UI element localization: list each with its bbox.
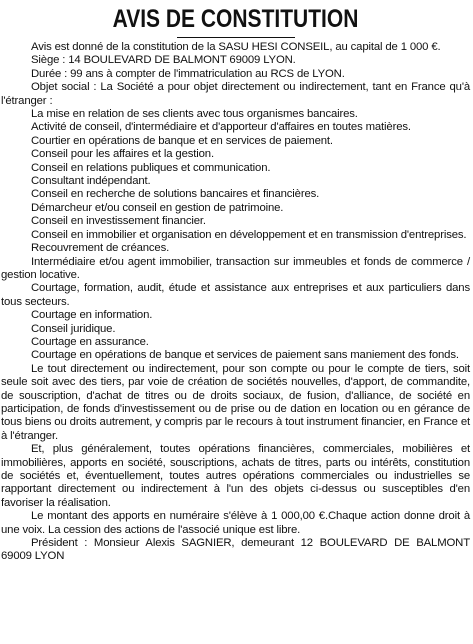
notice-paragraph: Et, plus généralement, toutes opérations financières, commerciales, mobilières et immobilières, apports en société, souscriptions, achats de titres, parts ou intérêts, constitution de sociétés et, éventuellement, toutes autres opérations commerciales ou industrielles se rapportant directement ou indirectement à l'un des objets ci-dessus ou susceptibles d'en favoriser la réalisation. <box>1 443 470 509</box>
notice-paragraph: Courtage en assurance. <box>31 335 149 348</box>
notice-paragraph: Siège : 14 BOULEVARD DE BALMONT 69009 LYON. <box>31 54 296 67</box>
notice-paragraph: Conseil en immobilier et organisation en développement et en transmission d'entreprises. <box>31 228 467 241</box>
notice-paragraph: Durée : 99 ans à compter de l'immatriculation au RCS de LYON. <box>31 67 345 80</box>
notice-paragraph: Conseil juridique. <box>31 322 116 335</box>
notice-paragraph: Démarcheur et/ou conseil en gestion de patrimoine. <box>31 201 284 214</box>
notice-paragraph: Conseil en investissement financier. <box>31 215 206 228</box>
title-underline <box>177 37 295 38</box>
notice-title: AVIS DE CONSTITUTION <box>112 5 359 33</box>
notice-paragraph: Conseil pour les affaires et la gestion. <box>31 148 214 161</box>
notice-paragraph: Courtage, formation, audit, étude et assistance aux entreprises et aux particuliers dans tous secteurs. <box>1 282 470 308</box>
notice-paragraph: Le tout directement ou indirectement, pour son compte ou pour le compte de tiers, soit seule soit avec des tiers, par voie de création de sociétés nouvelles, d'apport, de commandite, de souscription, d'achat de titres ou de droits sociaux, de fusion, d'alliance, de société en participation, de fonds d'investissement ou de prise ou de dation en location ou en gérance de tous biens ou droits autrement, y compris par le recours à tout instrument financier, en France et à l'étranger. <box>1 362 470 442</box>
notice-paragraph: Courtage en opérations de banque et services de paiement sans maniement des fonds. <box>31 349 459 362</box>
notice-paragraph: Intermédiaire et/ou agent immobilier, transaction sur immeubles et fonds de commerce / gestion locative. <box>1 255 470 281</box>
notice-paragraph: Avis est donné de la constitution de la SASU HESI CONSEIL, au capital de 1 000 €. <box>31 41 441 53</box>
notice-paragraph: Courtage en information. <box>31 309 153 322</box>
notice-paragraph: Activité de conseil, d'intermédiaire et d'apporteur d'affaires en toutes matières. <box>31 121 411 134</box>
notice-paragraph: Conseil en relations publiques et communication. <box>31 161 271 174</box>
notice-paragraph: Président : Monsieur Alexis SAGNIER, demeurant 12 BOULEVARD DE BALMONT 69009 LYON <box>1 537 470 563</box>
notice-paragraph: Conseil en recherche de solutions bancaires et financières. <box>31 188 320 201</box>
notice-paragraph: La mise en relation de ses clients avec tous organismes bancaires. <box>31 108 358 121</box>
notice-paragraph: Objet social : La Société a pour objet directement ou indirectement, tant en France qu'à l'étranger : <box>1 81 470 107</box>
notice-body <box>1 41 470 564</box>
notice-paragraph: Le montant des apports en numéraire s'élève à 1 000,00 €.Chaque action donne droit à une voix. La cession des actions de l'associé unique est libre. <box>1 510 470 536</box>
notice-paragraph: Courtier en opérations de banque et en services de paiement. <box>31 134 333 147</box>
notice-paragraph: Recouvrement de créances. <box>31 242 170 255</box>
notice-paragraph: Consultant indépendant. <box>31 175 151 188</box>
